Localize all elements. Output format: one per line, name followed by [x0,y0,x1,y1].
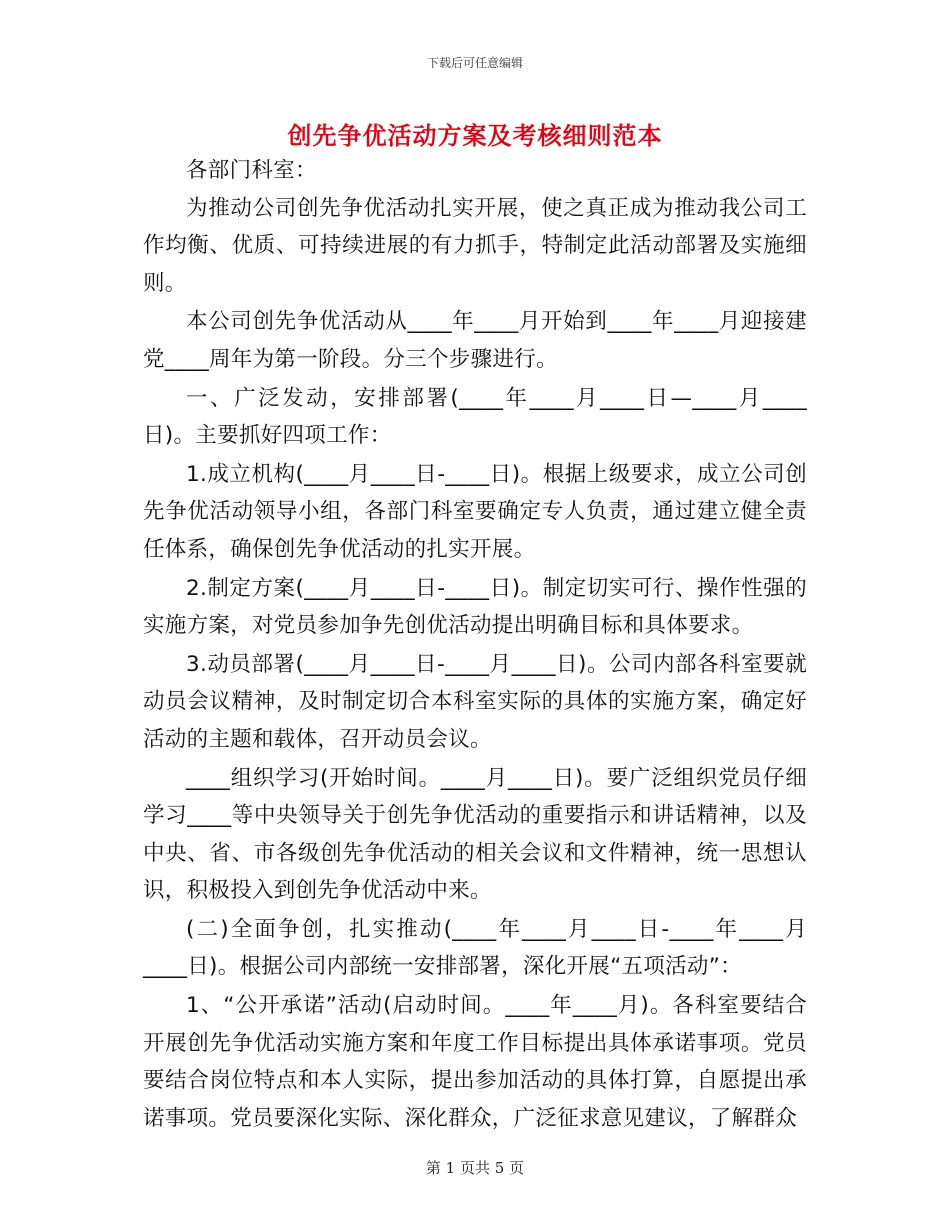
page-number: 第 1 页共 5 页 [425,1159,525,1177]
paragraph-item-2: 2.制定方案(____月____日-____日)。制定切实可行、操作性强的实施方案，对党员参加争先创优活动提出明确目标和具体要求。 [143,575,807,639]
salutation: 各部门科室： [186,158,317,183]
paragraph-item-4: ____组织学习(开始时间。____月____日)。要广泛组织党员仔细学习____等中央领导关于创先争优活动的重要指示和讲话精神，以及中央、省、市各级创先争优活动的相关会议和文件精神，统一思想认识，积极投入到创先争优活动中来。 [143,765,807,904]
document-body [143,152,807,1137]
paragraph-item-3: 3.动员部署(____月____日-____月____日)。公司内部各科室要就动员会议精神，及时制定切合本科室实际的具体的实施方案，确定好活动的主题和载体，召开动员会议。 [143,651,807,752]
paragraph-activity-1: 1、“公开承诺”活动(启动时间。____年____月)。各科室要结合开展创先争优活动实施方案和年度工作目标提出具体承诺事项。党员要结合岗位特点和本人实际，提出参加活动的具体打算，自愿提出承诺事项。党员要深化实际、深化群众，广泛征求意见建议，了解群众 [143,993,807,1131]
paragraph-intro: 为推动公司创先争优活动扎实开展，使之真正成为推动我公司工作均衡、优质、可持续进展的有力抓手，特制定此活动部署及实施细则。 [143,195,807,296]
paragraph-schedule: 本公司创先争优活动从____年____月开始到____年____月迎接建党____周年为第一阶段。分三个步骤进行。 [143,309,807,372]
document-title: 创先争优活动方案及考核细则范本 [287,121,663,150]
paragraph-item-1: 1.成立机构(____月____日-____日)。根据上级要求，成立公司创先争优活动领导小组，各部门科室要确定专人负责，通过建立健全责任体系，确保创先争优活动的扎实开展。 [143,461,807,562]
paragraph-step-two-heading: (二)全面争创，扎实推动(____年____月____日-____年____月____日)。根据公司内部统一安排部署，深化开展“五项活动”： [143,916,807,980]
header-note: 下载后可任意编辑 [426,56,523,70]
paragraph-step-one-heading: 一、广泛发动，安排部署(____年____月____日—____月____日)。主要抓好四项工作： [143,385,807,449]
